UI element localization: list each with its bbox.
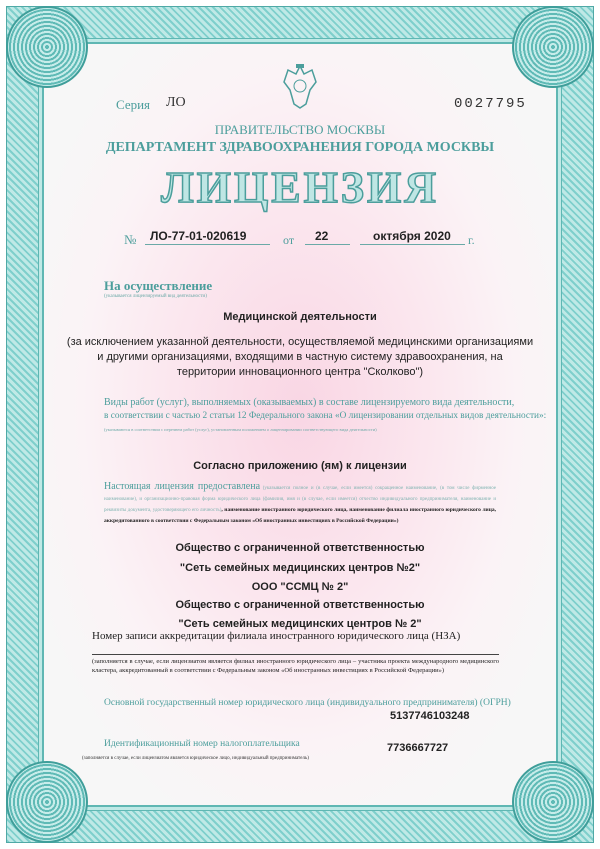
works-caption: (указываются в соответствии с перечнем работ (услуг), установленным положением о лицензировании соответствующего вида деятельности) <box>104 427 377 432</box>
inn-value: 7736667727 <box>387 742 449 754</box>
org-name-2: "Сеть семейных медицинских центров № 2" <box>178 618 422 630</box>
series-label: Серия <box>116 97 151 112</box>
granted-caption-bold: , наименование иностранного юридического лица, наименование филиала иностранного юридического лица, аккредитованного в соответствии с Федеральным законом «Об иностранных инвестициях в Российской Федерации») <box>104 507 496 524</box>
series-value: ЛО <box>166 95 186 110</box>
ogrn-value: 5137746103248 <box>390 710 470 722</box>
inn-caption: (заполняется в случае, если лицензиатом является юридическое лицо, индивидуальный предприниматель) <box>82 756 309 761</box>
license-no-label: № <box>124 232 137 247</box>
corner-rosette <box>512 6 594 88</box>
activity-details-line: территории инновационного центра "Сколково") <box>176 366 424 378</box>
activity-caption: (указывается лицензируемый вид деятельности) <box>104 294 207 299</box>
activity-name: Медицинской деятельности <box>223 311 377 323</box>
department-name: ДЕПАРТАМЕНТ ЗДРАВООХРАНЕНИЯ ГОРОДА МОСКВЫ <box>105 140 495 155</box>
granted-label: Настоящая лицензия предоставлена <box>104 481 261 492</box>
org-full-name-2: Общество с ограниченной ответственностью <box>175 599 425 611</box>
license-day: 22 <box>315 229 329 243</box>
works-line: Виды работ (услуг), выполняемых (оказываемых) в составе лицензируемого вида деятельности, <box>104 397 515 408</box>
corner-rosette <box>6 761 88 843</box>
activity-details-line: (за исключением указанной деятельности, осуществляемой медицинскими организациями <box>66 336 534 348</box>
document-title: ЛИЦЕНЗИЯ <box>160 163 440 212</box>
org-full-name-1: Общество с ограниченной ответственностью <box>175 542 425 554</box>
granted-caption: (указывается полное и (в случае, если имеется) сокращенное наименование, (в том числе фирменное наименование), и организационно-правовая форма юридического лица (фамилия, имя и (в случае, если имеется) отчество индивидуального предпринимателя, наименование и реквизиты документа, удостоверяющего его личность) <box>104 486 497 513</box>
ogrn-label: Основной государственный номер юридического лица (индивидуального предпринимателя) (ОГРН) <box>104 698 511 708</box>
from-label: от <box>283 233 295 247</box>
corner-rosette <box>6 6 88 88</box>
org-short-name: ООО "ССМЦ № 2" <box>251 581 349 593</box>
accreditation-label: Номер записи аккредитации филиала иностранного юридического лица (НЗА) <box>92 630 461 642</box>
org-name-1: "Сеть семейных медицинских центров №2" <box>179 562 421 574</box>
granted-block <box>104 481 496 527</box>
accreditation-caption: (заполняется в случае, если лицензиатом является филиал иностранного юридического лица – участника проекта международного медицинского кластера, аккредитованный в соответствии с Федеральным законом «Об иностранных инвестициях в Российской Федерации») <box>92 658 499 674</box>
form-number: 0027795 <box>454 96 527 112</box>
license-number: ЛО-77-01-020619 <box>150 229 247 243</box>
document-paper <box>42 42 558 807</box>
activity-details-line: и другими организациями, входящими в частную систему здравоохранения, на <box>97 351 503 363</box>
works-value: Согласно приложению (ям) к лицензии <box>193 460 407 472</box>
inn-label: Идентификационный номер налогоплательщика <box>104 739 300 749</box>
corner-rosette <box>512 761 594 843</box>
government-name: ПРАВИТЕЛЬСТВО МОСКВЫ <box>214 122 386 137</box>
year-suffix: г. <box>468 233 475 247</box>
coat-of-arms-icon <box>278 60 322 112</box>
activity-label: На осуществление <box>104 278 213 293</box>
license-month-year: октября 2020 <box>373 229 451 243</box>
works-line: в соответствии с частью 2 статьи 12 Федерального закона «О лицензировании отдельных видов деятельности»: <box>104 411 547 421</box>
